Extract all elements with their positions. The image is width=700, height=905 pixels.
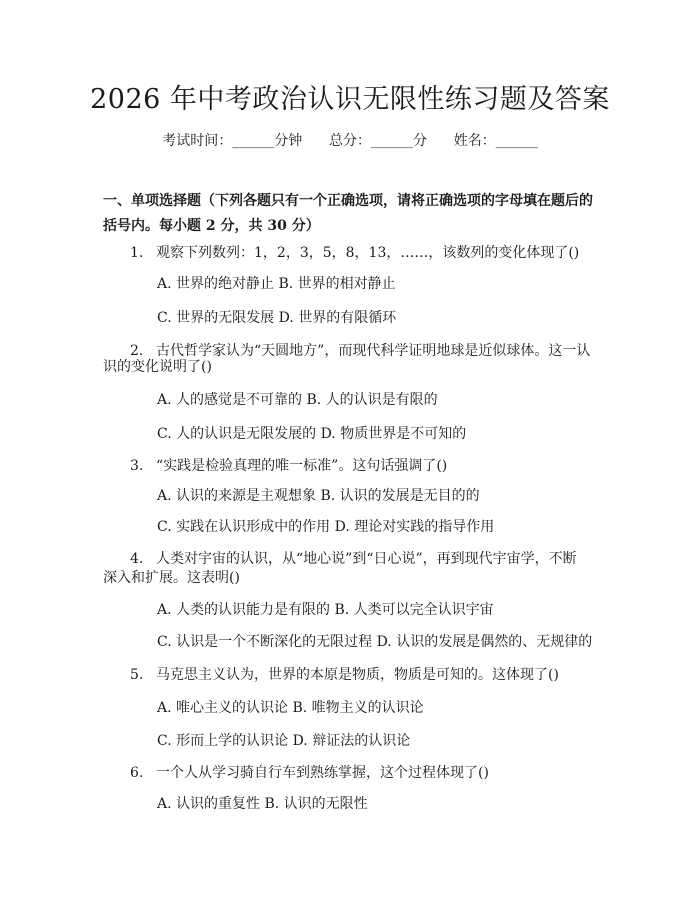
question-5-options-row-1: A. 唯心主义的认识论 B. 唯物主义的认识论 <box>157 700 424 716</box>
question-3-options-row-1: A. 认识的来源是主观想象 B. 认识的发展是无目的的 <box>157 488 480 504</box>
name-field: 姓名：______ <box>453 133 538 149</box>
total-score-field: 总分：______分 <box>329 133 427 149</box>
question-text: 古代哲学家认为“天圆地方”，而现代科学证明地球是近似球体。这一认 <box>156 343 591 359</box>
section-heading: 一、单项选择题（下列各题只有一个正确选项，请将正确选项的字母填在题后的括号内。每小题 2 分，共 30 分） <box>103 193 593 234</box>
question-text: 观察下列数列：1，2，3，5，8，13，……，该数列的变化体现了() <box>156 245 580 261</box>
question-number: 3. <box>130 458 144 474</box>
question-text: 一个人从学习骑自行车到熟练掌握，这个过程体现了() <box>156 765 489 781</box>
question-number: 5. <box>130 667 144 683</box>
question-4-options-row-1: A. 人类的认识能力是有限的 B. 人类可以完全认识宇宙 <box>157 602 494 618</box>
question-number: 4. <box>130 551 144 567</box>
question-4-text-continued: 深入和扩展。这表明() <box>103 570 240 586</box>
question-text: 人类对宇宙的认识，从“地心说”到“日心说”，再到现代宇宙学，不断 <box>156 551 577 567</box>
question-2-options-row-2: C. 人的认识是无限发展的 D. 物质世界是不可知的 <box>157 426 467 442</box>
question-5-options-row-2: C. 形而上学的认识论 D. 辩证法的认识论 <box>157 733 411 749</box>
question-3-options-row-2: C. 实践在认识形成中的作用 D. 理论对实践的指导作用 <box>157 519 495 535</box>
question-1 <box>130 242 579 264</box>
question-2-options-row-1: A. 人的感觉是不可靠的 B. 人的认识是有限的 <box>157 392 438 408</box>
question-4-options-row-2: C. 认识是一个不断深化的无限过程 D. 认识的发展是偶然的、无规律的 <box>157 634 593 650</box>
question-2-text-continued: 识的变化说明了() <box>103 359 212 375</box>
question-1-options-row-2: C. 世界的无限发展 D. 世界的有限循环 <box>157 310 397 326</box>
exam-time-field: 考试时间：______分钟 <box>162 133 303 149</box>
question-text: 马克思主义认为，世界的本原是物质，物质是可知的。这体现了() <box>156 667 559 683</box>
question-3 <box>130 455 447 477</box>
question-number: 1. <box>130 245 144 261</box>
question-number: 2. <box>130 343 144 359</box>
exam-info <box>0 130 700 152</box>
question-6-options-row-1: A. 认识的重复性 B. 认识的无限性 <box>157 796 368 812</box>
question-number: 6. <box>130 765 144 781</box>
question-5 <box>130 664 559 686</box>
question-6 <box>130 762 489 784</box>
question-1-options-row-1: A. 世界的绝对静止 B. 世界的相对静止 <box>157 276 396 292</box>
question-text: “实践是检验真理的唯一标准”。这句话强调了() <box>156 458 448 474</box>
document-title: 2026 年中考政治认识无限性练习题及答案 <box>90 84 610 115</box>
